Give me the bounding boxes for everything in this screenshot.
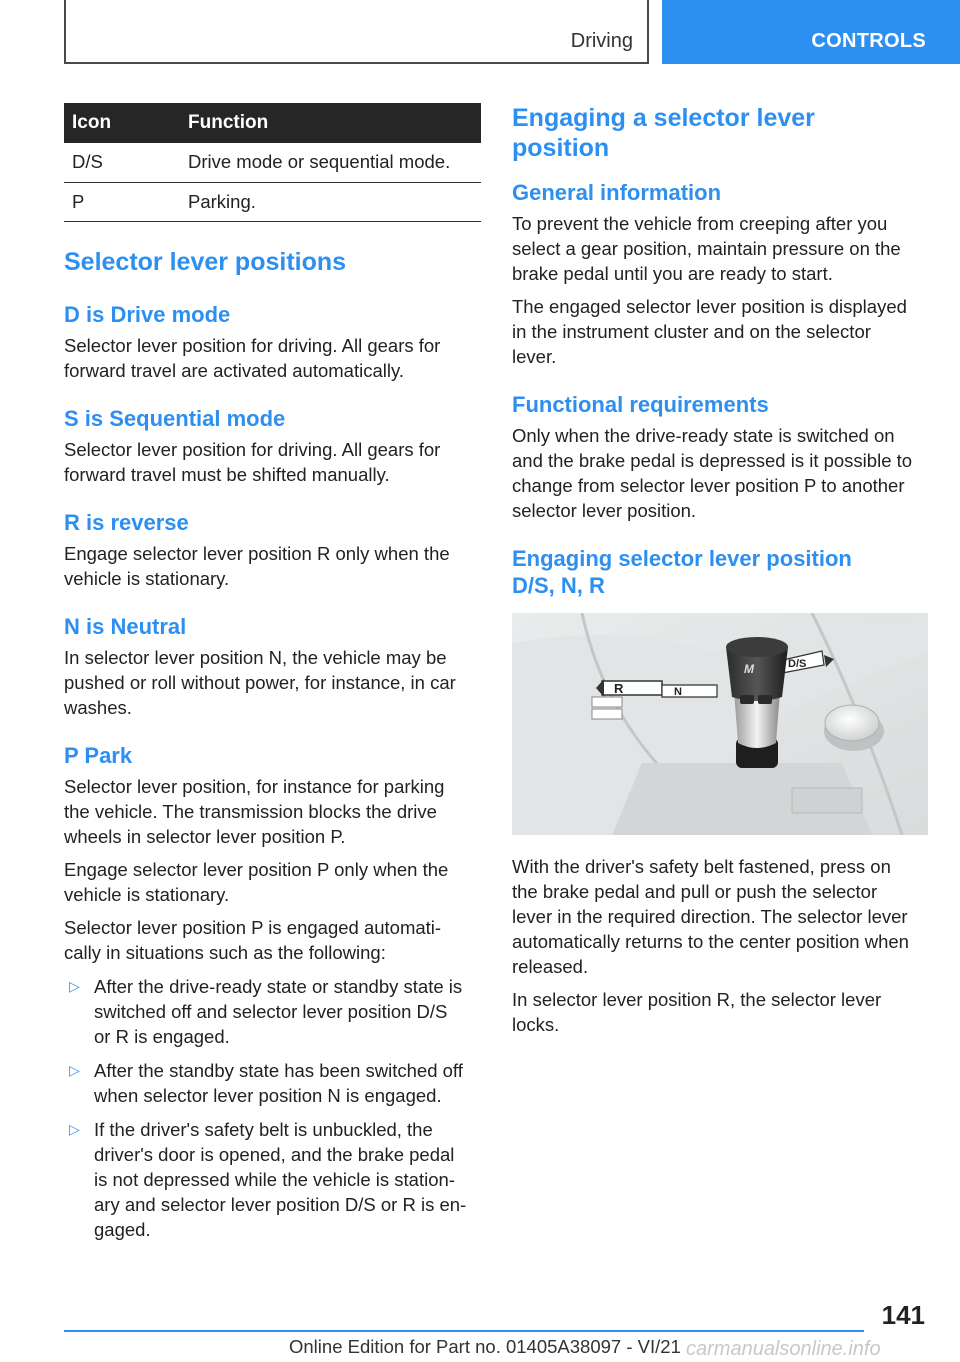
- page-number: 141: [881, 1300, 925, 1330]
- table-row: [64, 143, 481, 182]
- label-r: R: [614, 681, 624, 696]
- paragraph-general-1: To prevent the vehicle from creeping after you select a gear position, maintain pressure on the brake pedal until you are ready to start.: [512, 213, 901, 284]
- selector-lever-illustration: [512, 613, 928, 835]
- header-section-box: [64, 0, 649, 64]
- triangle-bullet-icon: ▷: [69, 977, 80, 994]
- heading-engaging-ds-n-r: Engaging selector lever position D/S, N, R: [512, 546, 852, 598]
- heading-drive-mode: D is Drive mode: [64, 301, 231, 327]
- heading-general-information: General information: [512, 180, 722, 205]
- list-item: ▷ After the standby state has been switched off when selector lever position N is engaged.: [69, 1059, 463, 1106]
- m-badge: M: [744, 662, 754, 676]
- table-header-icon: Icon: [72, 112, 112, 133]
- paragraph-engaging-2: In selector lever position R, the selector lever locks.: [512, 989, 882, 1035]
- list-item: ▷ If the driver's safety belt is unbuckled, the driver's door is opened, and the brake pedal is not depressed while the vehicle is station‐ ary and selector lever position D/S or R is en‐ gaged.: [69, 1118, 467, 1240]
- table-cell-function: Drive mode or sequential mode.: [188, 151, 451, 173]
- list-item: ▷ After the drive-ready state or standby state is switched off and selector lever position D/S or R is engaged.: [69, 975, 463, 1047]
- paragraph-park-1: Selector lever position, for instance for parking the vehicle. The transmission blocks the drive wheels in selector lever position P.: [64, 775, 445, 847]
- table-cell-icon: P: [72, 190, 85, 212]
- park-conditions-list: [64, 974, 481, 1242]
- paragraph-sequential-mode: Selector lever position for driving. All gears for forward travel must be shifted manually.: [64, 438, 441, 485]
- table-header-row: [64, 103, 481, 143]
- section-title-selector-lever-positions: Selector lever positions: [64, 247, 347, 276]
- right-column: [512, 103, 928, 1037]
- label-n: N: [674, 686, 682, 698]
- heading-functional-requirements: Functional requirements: [512, 392, 769, 417]
- label-ds: D/S: [788, 658, 807, 670]
- paragraph-park-2: Engage selector lever position P only when the vehicle is stationary.: [64, 858, 449, 905]
- table-cell-icon: D/S: [72, 151, 103, 173]
- footer-divider: [64, 1330, 864, 1332]
- watermark: carmanualsonline.info: [686, 1338, 881, 1360]
- paragraph-engaging-1: With the driver's safety belt fastened, press on the brake pedal and pull or push the selector lever in the required direction. The selector lever automatically returns to the center position when released.: [512, 856, 909, 977]
- heading-reverse: R is reverse: [64, 509, 189, 535]
- paragraph-reverse: Engage selector lever position R only when the vehicle is stationary.: [64, 542, 450, 589]
- header-section-label: Driving: [570, 30, 633, 52]
- table-header-function: Function: [188, 112, 269, 133]
- section-title-engaging-position: Engaging a selector lever position: [512, 104, 815, 162]
- heading-sequential-mode: S is Sequential mode: [64, 405, 286, 431]
- paragraph-general-2: The engaged selector lever position is displayed in the instrument cluster and on the selector lever.: [512, 296, 907, 367]
- paragraph-drive-mode: Selector lever position for driving. All gears for forward travel are activated automatically.: [64, 334, 441, 381]
- heading-neutral: N is Neutral: [64, 613, 187, 639]
- icon-function-table: [64, 103, 481, 222]
- left-column: [64, 103, 481, 1251]
- triangle-bullet-icon: ▷: [69, 1061, 80, 1078]
- heading-park: P Park: [64, 742, 133, 768]
- header-chapter-tab: [662, 0, 960, 64]
- paragraph-neutral: In selector lever position N, the vehicle may be pushed or roll without power, for instance, in car washes.: [64, 646, 456, 718]
- paragraph-park-3: Selector lever position P is engaged automati‐ cally in situations such as the following:: [64, 916, 442, 963]
- table-row: [64, 182, 481, 221]
- footer-edition: Online Edition for Part no. 01405A38097 - VI/21: [289, 1336, 681, 1357]
- paragraph-requirements: Only when the drive-ready state is switched on and the brake pedal is depressed is it possible to change from selector lever position P to another selector lever position.: [512, 425, 913, 521]
- table-cell-function: Parking.: [188, 190, 256, 212]
- triangle-bullet-icon: ▷: [69, 1120, 80, 1137]
- header-chapter-label: CONTROLS: [811, 30, 926, 52]
